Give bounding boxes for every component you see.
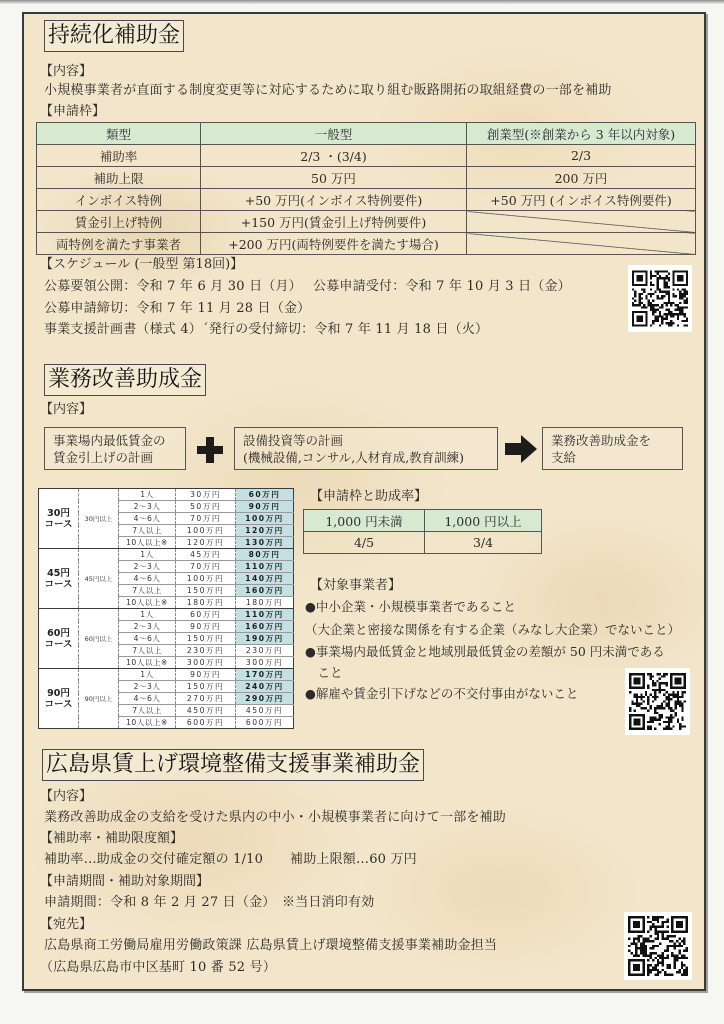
section-title: 業務改善助成金 xyxy=(44,364,206,396)
rate-label: 【補助率・補助限度額】 xyxy=(40,831,184,846)
course-threshold: 60円以上 xyxy=(79,609,119,669)
period-note: ※当日消印有効 xyxy=(282,895,375,910)
employees-cell: 10人以上※ xyxy=(119,717,176,729)
course-threshold: 45円以上 xyxy=(79,549,119,609)
rate-header-row xyxy=(304,510,542,532)
content-label: 【内容】 xyxy=(40,64,93,79)
qr-code-icon xyxy=(632,269,688,328)
schedule-accept: 公募申請受付：令和 7 年 10 月 3 日（金） xyxy=(313,279,571,294)
qr-code[interactable] xyxy=(625,668,690,735)
table-row xyxy=(37,233,696,255)
course-row xyxy=(39,489,294,501)
base-amount-cell: 180万円 xyxy=(176,597,236,609)
employees-cell: 2～3人 xyxy=(119,681,176,693)
employees-cell: 4～6人 xyxy=(119,513,176,525)
employees-cell: 7人以上 xyxy=(119,525,176,537)
schedule-deadline: 公募申請締切：令和 7 年 11 月 28 日（金） xyxy=(44,301,311,316)
course-row xyxy=(39,609,294,621)
table-cell: 2/3 ・(3/4) xyxy=(201,145,467,167)
base-amount-cell: 270万円 xyxy=(176,693,236,705)
target-item: ●事業場内最低賃金と地域別最低賃金の差額が 50 円未満である xyxy=(305,644,665,659)
rate-value-cell: 3/4 xyxy=(425,532,542,554)
course-threshold: 30円以上 xyxy=(79,489,119,549)
course-row xyxy=(39,669,294,681)
target-item-note: （大企業と密接な関係を有する企業（みなし大企業）でないこと） xyxy=(305,622,681,637)
base-amount-cell: 600万円 xyxy=(176,717,236,729)
rate-value-row xyxy=(304,532,542,554)
destination-office: 広島県商工労働局雇用労働政策課 広島県賃上げ環境整備支援事業補助金担当 xyxy=(44,938,498,953)
table-header-cell: 類型 xyxy=(37,123,201,145)
table-cell: 200 万円 xyxy=(467,167,696,189)
table-row xyxy=(37,211,696,233)
table-cell: 50 万円 xyxy=(201,167,467,189)
table-row xyxy=(37,167,696,189)
base-amount-cell: 150万円 xyxy=(176,585,236,597)
schedule-label: 【スケジュール (一般型 第18回)】 xyxy=(40,257,244,272)
qr-code[interactable] xyxy=(624,912,692,980)
employees-cell: 10人以上※ xyxy=(119,597,176,609)
schedule-plan-deadline: 事業支援計画書（様式 4）ˊ発行の受付締切：令和 7 年 11 月 18 日（火） xyxy=(44,322,489,337)
flow-text: (機械設備,コンサル,人材育成,教育訓練) xyxy=(243,450,465,465)
qr-code-icon xyxy=(628,916,688,976)
section-title: 広島県賃上げ環境整備支援事業補助金 xyxy=(42,749,424,781)
limit-text: 補助上限額…60 万円 xyxy=(290,852,417,867)
employees-cell: 1人 xyxy=(119,669,176,681)
employees-cell: 4～6人 xyxy=(119,573,176,585)
not-applicable-cell xyxy=(467,211,696,233)
special-amount-cell: 180万円 xyxy=(236,597,294,609)
employees-cell: 2～3人 xyxy=(119,501,176,513)
target-item: ●解雇や賃金引下げなどの不交付事由がないこと xyxy=(305,686,579,701)
employees-cell: 2～3人 xyxy=(119,621,176,633)
base-amount-cell: 120万円 xyxy=(176,537,236,549)
course-table xyxy=(38,488,294,729)
frame-label: 【申請枠】 xyxy=(40,104,106,119)
section-title: 持続化補助金 xyxy=(44,20,184,52)
rate-text: 補助率…助成金の交付確定額の 1/10 xyxy=(44,852,264,867)
table-cell: 両特例を満たす事業者 xyxy=(37,233,201,255)
qr-code[interactable] xyxy=(628,265,692,332)
special-amount-cell: 140万円 xyxy=(236,573,294,585)
base-amount-cell: 45万円 xyxy=(176,549,236,561)
special-amount-cell: 190万円 xyxy=(236,633,294,645)
special-amount-cell: 160万円 xyxy=(236,585,294,597)
table-row xyxy=(37,145,696,167)
special-amount-cell: 170万円 xyxy=(236,669,294,681)
rate-header-cell: 1,000 円未満 xyxy=(304,510,425,532)
special-amount-cell: 130万円 xyxy=(236,537,294,549)
not-applicable-cell xyxy=(467,233,696,255)
employees-cell: 4～6人 xyxy=(119,633,176,645)
special-amount-cell: 160万円 xyxy=(236,621,294,633)
table-cell: 2/3 xyxy=(467,145,696,167)
employees-cell: 1人 xyxy=(119,549,176,561)
special-amount-cell: 290万円 xyxy=(236,693,294,705)
employees-cell: 7人以上 xyxy=(119,645,176,657)
flow-step-payment xyxy=(542,427,683,470)
rate-value-cell: 4/5 xyxy=(304,532,425,554)
flow-text: 事業場内最低賃金の xyxy=(53,433,166,448)
employees-cell: 1人 xyxy=(119,609,176,621)
qr-code-icon xyxy=(629,672,686,731)
table-header-cell: 創業型(※創業から 3 年以内対象) xyxy=(467,123,696,145)
table-cell: 補助率 xyxy=(37,145,201,167)
special-amount-cell: 110万円 xyxy=(236,609,294,621)
table-cell: 補助上限 xyxy=(37,167,201,189)
special-amount-cell: 110万円 xyxy=(236,561,294,573)
employees-cell: 1人 xyxy=(119,489,176,501)
flow-step-wage-plan xyxy=(44,427,186,470)
table-cell: インボイス特例 xyxy=(37,189,201,211)
base-amount-cell: 70万円 xyxy=(176,561,236,573)
special-amount-cell: 230万円 xyxy=(236,645,294,657)
base-amount-cell: 100万円 xyxy=(176,525,236,537)
table-header-cell: 一般型 xyxy=(201,123,467,145)
flow-text: 支給 xyxy=(551,450,577,465)
employees-cell: 4～6人 xyxy=(119,693,176,705)
flyer-frame xyxy=(22,12,706,991)
special-amount-cell: 90万円 xyxy=(236,501,294,513)
course-name: 90円 コース xyxy=(39,669,79,729)
target-item: ●中小企業・小規模事業者であること xyxy=(305,599,516,614)
destination-label: 【宛先】 xyxy=(40,917,93,932)
course-row xyxy=(39,549,294,561)
table-cell: +50 万円 (インボイス特例要件) xyxy=(467,189,696,211)
employees-cell: 7人以上 xyxy=(119,585,176,597)
special-amount-cell: 80万円 xyxy=(236,549,294,561)
period-label: 【申請期間・補助対象期間】 xyxy=(40,874,210,889)
special-amount-cell: 100万円 xyxy=(236,513,294,525)
base-amount-cell: 70万円 xyxy=(176,513,236,525)
schedule-publish: 公募要領公開：令和 7 年 6 月 30 日（月） xyxy=(44,279,302,294)
base-amount-cell: 150万円 xyxy=(176,681,236,693)
table-cell: +50 万円(インボイス特例要件) xyxy=(201,189,467,211)
course-name: 30円 コース xyxy=(39,489,79,549)
base-amount-cell: 150万円 xyxy=(176,633,236,645)
target-item-continued: こと xyxy=(305,665,343,680)
plus-icon xyxy=(197,437,223,463)
base-amount-cell: 30万円 xyxy=(176,489,236,501)
table-cell: 賃金引上げ特例 xyxy=(37,211,201,233)
rate-label: 【申請枠と助成率】 xyxy=(310,489,428,504)
scan-edge xyxy=(0,0,724,4)
employees-cell: 2～3人 xyxy=(119,561,176,573)
target-label: 【対象事業者】 xyxy=(310,578,402,593)
content-label: 【内容】 xyxy=(40,402,93,417)
special-amount-cell: 450万円 xyxy=(236,705,294,717)
content-text: 小規模事業者が直面する制度変更等に対応するために取り組む販路開拓の取組経費の一部を補助 xyxy=(44,83,612,98)
special-amount-cell: 60万円 xyxy=(236,489,294,501)
base-amount-cell: 450万円 xyxy=(176,705,236,717)
course-name: 45円 コース xyxy=(39,549,79,609)
table-cell: +200 万円(両特例要件を満たす場合) xyxy=(201,233,467,255)
base-amount-cell: 300万円 xyxy=(176,657,236,669)
rate-header-cell: 1,000 円以上 xyxy=(425,510,542,532)
course-name: 60円 コース xyxy=(39,609,79,669)
base-amount-cell: 230万円 xyxy=(176,645,236,657)
flow-text: 業務改善助成金を xyxy=(551,433,652,448)
special-amount-cell: 240万円 xyxy=(236,681,294,693)
flow-text: 設備投資等の計画 xyxy=(243,433,344,448)
base-amount-cell: 90万円 xyxy=(176,669,236,681)
special-amount-cell: 300万円 xyxy=(236,657,294,669)
base-amount-cell: 90万円 xyxy=(176,621,236,633)
arrow-right-icon xyxy=(505,435,537,463)
employees-cell: 10人以上※ xyxy=(119,657,176,669)
base-amount-cell: 100万円 xyxy=(176,573,236,585)
destination-address: （広島県広島市中区基町 10 番 52 号） xyxy=(40,960,277,975)
special-amount-cell: 600万円 xyxy=(236,717,294,729)
employees-cell: 10人以上※ xyxy=(119,537,176,549)
table-row xyxy=(37,189,696,211)
flow-text: 賃金引上げの計画 xyxy=(53,450,154,465)
period-text: 申請期間：令和 8 年 2 月 27 日（金） xyxy=(44,895,276,910)
base-amount-cell: 60万円 xyxy=(176,609,236,621)
course-threshold: 90円以上 xyxy=(79,669,119,729)
special-amount-cell: 120万円 xyxy=(236,525,294,537)
table-cell: +150 万円(賃金引上げ特例要件) xyxy=(201,211,467,233)
subsidy-frame-table xyxy=(36,122,696,255)
base-amount-cell: 50万円 xyxy=(176,501,236,513)
content-label: 【内容】 xyxy=(40,789,93,804)
table-header-row xyxy=(37,123,696,145)
employees-cell: 7人以上 xyxy=(119,705,176,717)
flow-step-investment-plan xyxy=(234,427,498,470)
content-text: 業務改善助成金の支給を受けた県内の中小・小規模事業者に向けて一部を補助 xyxy=(44,810,507,825)
rate-table xyxy=(303,509,542,554)
